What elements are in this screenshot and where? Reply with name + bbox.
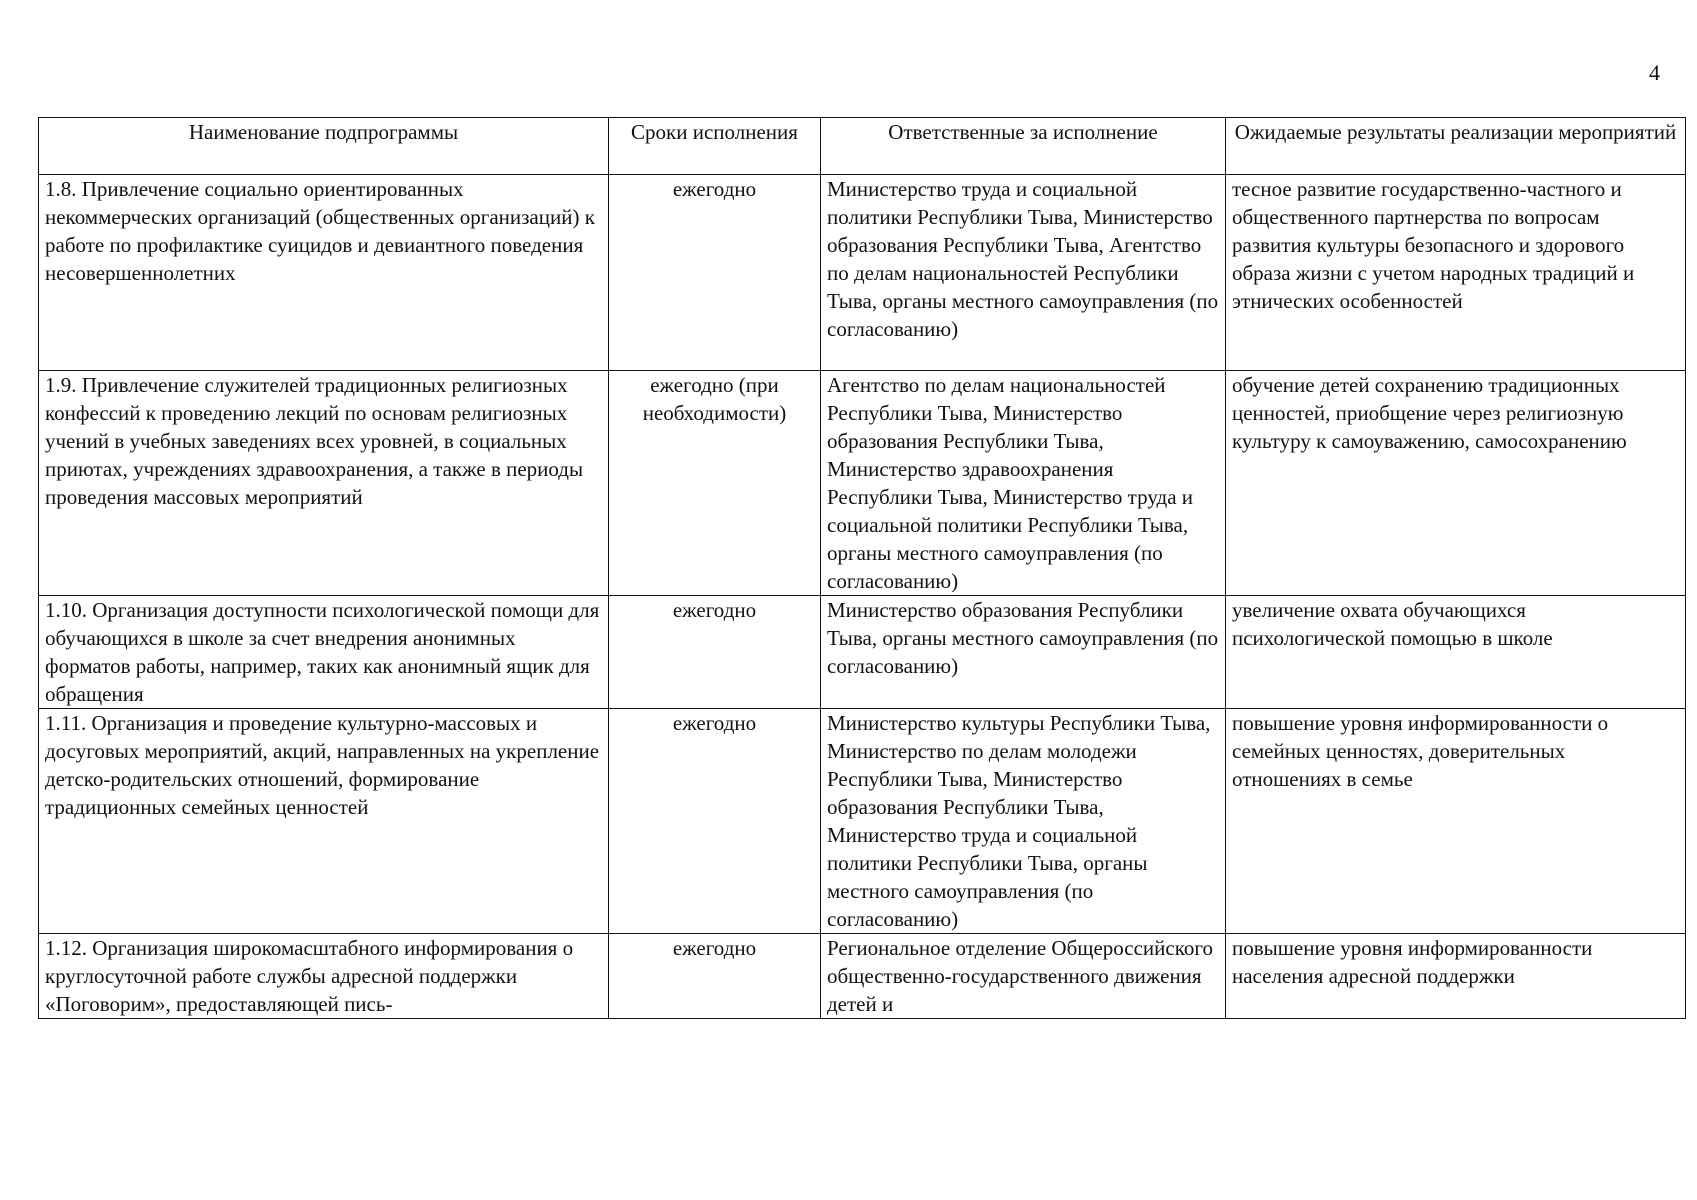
cell-subprogram-name: 1.12. Организация широкомасштабного информирования о круглосуточной работе службы адресной поддержки «Поговорим», предоставляющей пись- [39,934,609,1019]
cell-subprogram-name: 1.9. Привлечение служителей традиционных религиозных конфессий к проведению лекций по основам религиозных учений в учебных заведениях всех уровней, в социальных приютах, учреждениях здравоохранения, а также в периоды проведения массовых мероприятий [39,371,609,596]
cell-term: ежегодно (при необходимости) [609,371,821,596]
header-term: Сроки исполнения [609,118,821,175]
cell-responsible: Региональное отделение Общероссийского общественно-государственного движения детей и [821,934,1226,1019]
table-row [39,371,1686,596]
cell-expected-result: увеличение охвата обучающихся психологической помощью в школе [1226,596,1686,709]
cell-term: ежегодно [609,596,821,709]
cell-expected-result: повышение уровня информированности населения адресной поддержки [1226,934,1686,1019]
table-row [39,934,1686,1019]
cell-expected-result: тесное развитие государственно-частного и общественного партнерства по вопросам развития культуры безопасного и здорового образа жизни с учетом народных традиций и этнических особенностей [1226,175,1686,371]
cell-responsible: Министерство образования Республики Тыва, органы местного самоуправления (по согласованию) [821,596,1226,709]
page-number: 4 [1649,60,1660,85]
cell-expected-result: повышение уровня информированности о семейных ценностях, доверительных отношениях в семье [1226,709,1686,934]
cell-subprogram-name: 1.11. Организация и проведение культурно-массовых и досуговых мероприятий, акций, направленных на укрепление детско-родительских отношений, формирование традиционных семейных ценностей [39,709,609,934]
cell-term: ежегодно [609,709,821,934]
cell-responsible: Министерство культуры Республики Тыва, Министерство по делам молодежи Республики Тыва, Министерство образования Республики Тыва, Министерство труда и социальной политики Республики Тыва, органы местного самоуправления (по согласованию) [821,709,1226,934]
table-row [39,175,1686,371]
cell-responsible: Агентство по делам национальностей Республики Тыва, Министерство образования Республики Тыва, Министерство здравоохранения Республики Тыва, Министерство труда и социальной политики Республики Тыва, органы местного самоуправления (по согласованию) [821,371,1226,596]
cell-term: ежегодно [609,175,821,371]
table-row [39,709,1686,934]
cell-subprogram-name: 1.10. Организация доступности психологической помощи для обучающихся в школе за счет внедрения анонимных форматов работы, например, таких как анонимный ящик для обращения [39,596,609,709]
measures-table [38,117,1686,1019]
header-expected-results: Ожидаемые результаты реализации мероприятий [1226,118,1686,175]
table-header-row [39,118,1686,175]
cell-subprogram-name: 1.8. Привлечение социально ориентированных некоммерческих организаций (общественных организаций) к работе по профилактике суицидов и девиантного поведения несовершеннолетних [39,175,609,371]
header-responsible: Ответственные за исполнение [821,118,1226,175]
cell-responsible: Министерство труда и социальной политики Республики Тыва, Министерство образования Республики Тыва, Агентство по делам национальностей Республики Тыва, органы местного самоуправления (по согласованию) [821,175,1226,371]
header-subprogram-name: Наименование подпрограммы [39,118,609,175]
table-row [39,596,1686,709]
cell-term: ежегодно [609,934,821,1019]
cell-expected-result: обучение детей сохранению традиционных ценностей, приобщение через религиозную культуру к самоуважению, самосохранению [1226,371,1686,596]
